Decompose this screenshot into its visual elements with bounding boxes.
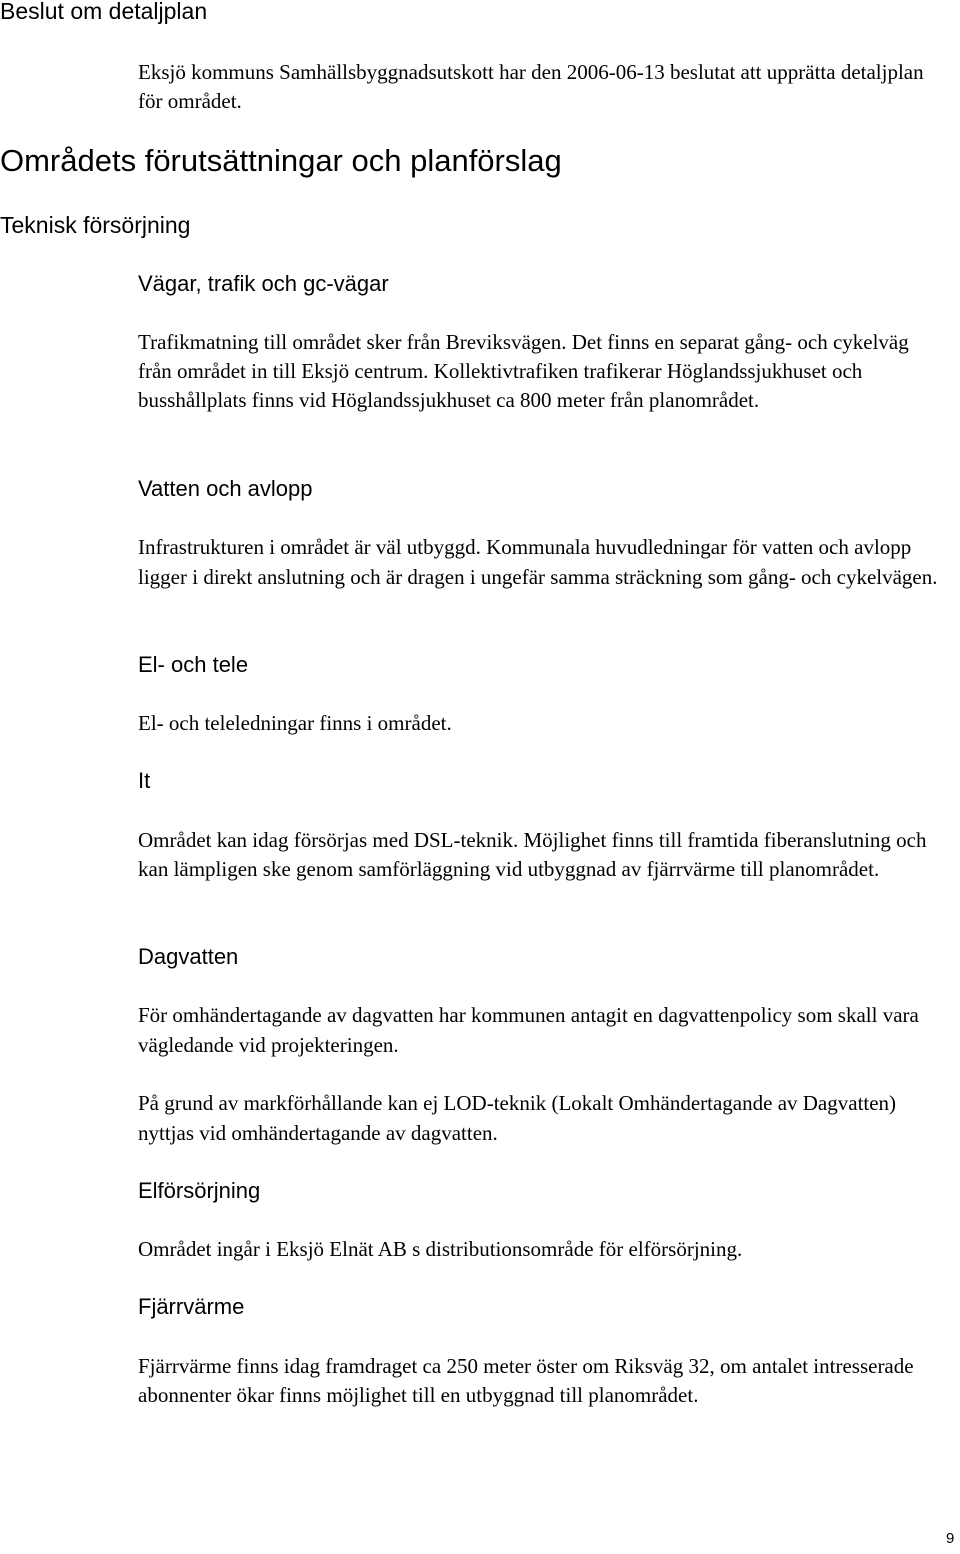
- paragraph-vagar-trafik: Trafikmatning till området sker från Breviksvägen. Det finns en separat gång- och cykelväg från området in till Eksjö centrum. Kollektivtrafiken trafikerar Höglandssjukhuset och busshållplats finns vid Höglandssjukhuset ca 800 meter från planområdet.: [138, 330, 909, 412]
- heading-omradets-forutsattningar: Områdets förutsättningar och planförslag: [0, 143, 562, 178]
- paragraph-dagvatten-lod: På grund av markförhållande kan ej LOD-teknik (Lokalt Omhändertagande av Dagvatten) nyttjas vid omhändertagande av dagvatten.: [138, 1091, 897, 1145]
- paragraph-dagvatten-policy: För omhändertagande av dagvatten har kommunen antagit en dagvattenpolicy som skall vara vägledande vid projekteringen.: [138, 1003, 919, 1057]
- page-number: 9: [946, 1530, 955, 1547]
- heading-fjarrvarme: Fjärrvärme: [138, 1294, 245, 1319]
- paragraph-elforsorjning: Området ingår i Eksjö Elnät AB s distributionsområde för elförsörjning.: [138, 1237, 743, 1261]
- heading-vatten-och-avlopp: Vatten och avlopp: [138, 476, 313, 501]
- paragraph-fjarrvarme: Fjärrvärme finns idag framdraget ca 250 meter öster om Riksväg 32, om antalet intresserade abonnenter ökar finns möjlighet till en utbyggnad till planområdet.: [138, 1354, 914, 1407]
- paragraph-it: Området kan idag försörjas med DSL-teknik. Möjlighet finns till framtida fiberanslutning och kan lämpligen ske genom samförläggning vid utbyggnad av fjärrvärme till planområdet.: [138, 828, 927, 881]
- paragraph-beslut: Eksjö kommuns Samhällsbyggnadsutskott har den 2006-06-13 beslutat att upprätta detaljplan för området.: [138, 60, 924, 113]
- heading-it: It: [138, 768, 151, 793]
- heading-beslut-om-detaljplan: Beslut om detaljplan: [0, 0, 208, 24]
- paragraph-vatten-och-avlopp: Infrastrukturen i området är väl utbyggd. Kommunala huvudledningar för vatten och avlopp ligger i direkt anslutning och är dragen i ungefär samma sträckning som gång- och cykelvägen.: [138, 535, 938, 589]
- heading-elforsorjning: Elförsörjning: [138, 1178, 261, 1203]
- heading-el-och-tele: El- och tele: [138, 652, 249, 677]
- heading-dagvatten: Dagvatten: [138, 944, 239, 969]
- paragraph-el-och-tele: El- och teleledningar finns i området.: [138, 711, 452, 735]
- heading-teknisk-forsorjning: Teknisk försörjning: [0, 212, 191, 238]
- heading-vagar-trafik: Vägar, trafik och gc-vägar: [138, 271, 389, 296]
